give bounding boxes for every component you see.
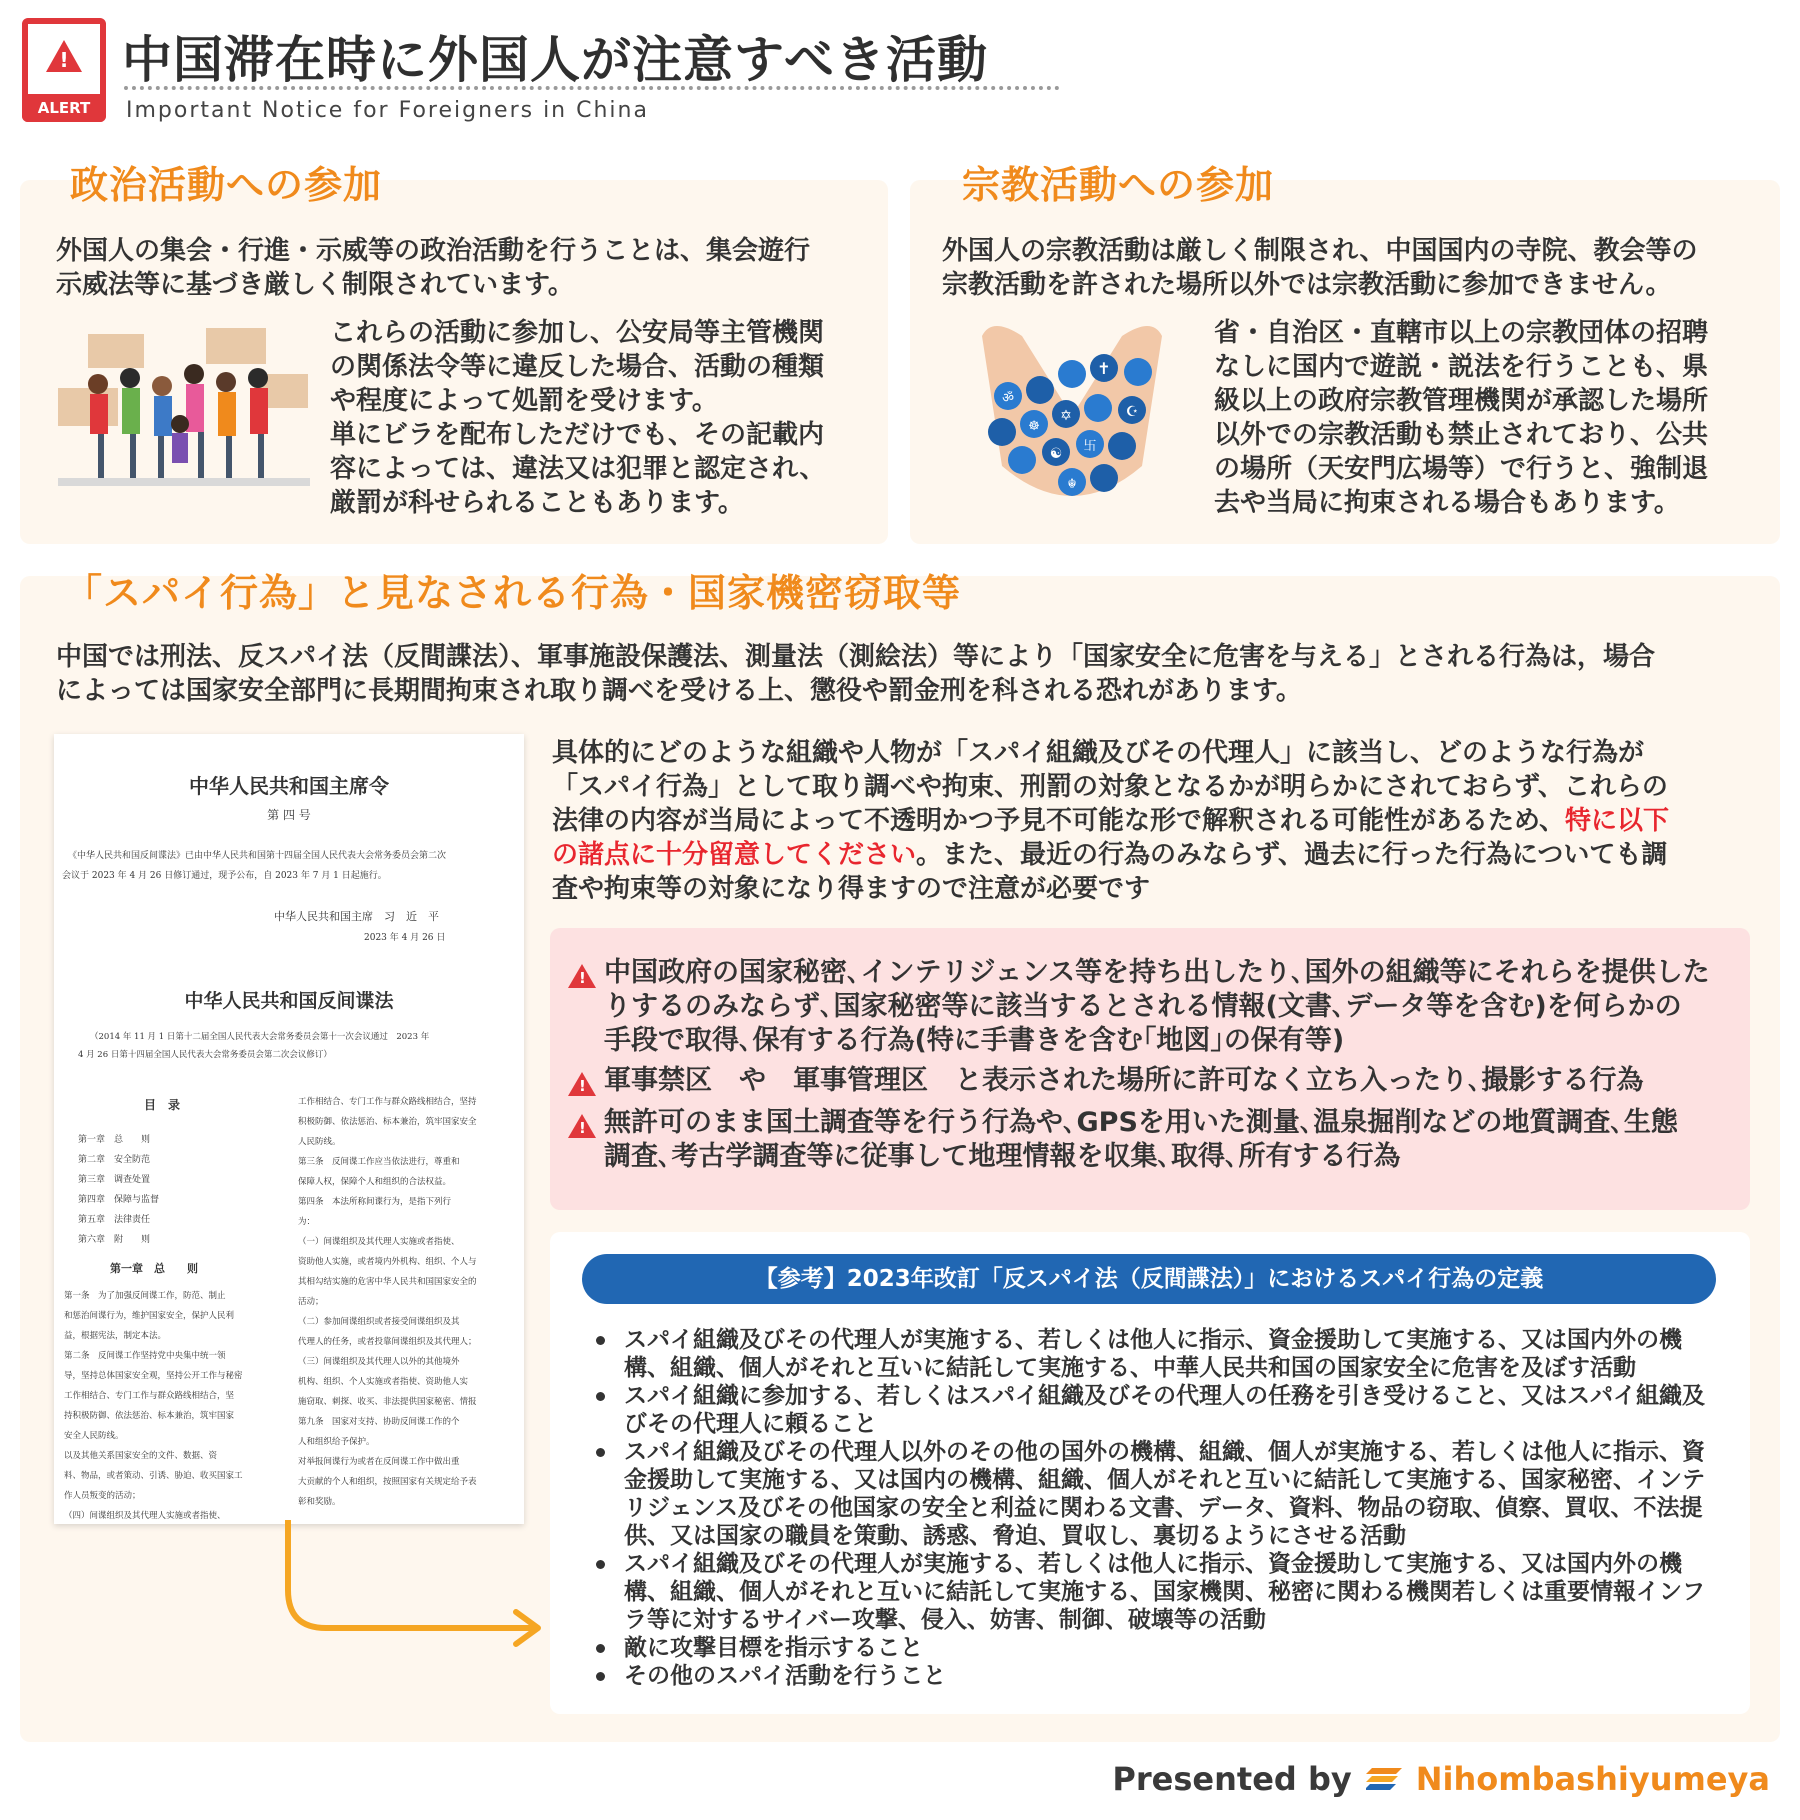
doc-sign-date: 2023 年 4 月 26 日 — [364, 933, 446, 943]
presented-by-label: Presented by — [1112, 1760, 1352, 1798]
svg-text:✝: ✝ — [1097, 359, 1111, 378]
warning-item-3: 無許可のまま国土調査等を行う行為や､GPSを用いた測量､温泉掘削などの地質調査､生態 調査､考古学調査等に従事して地理情報を収集､取得､所有する行為 — [604, 1107, 1678, 1172]
alert-label: ALERT — [22, 94, 106, 122]
warning-icon — [568, 1072, 596, 1096]
alert-icon: ! ALERT — [22, 18, 106, 122]
svg-text:☸: ☸ — [1028, 419, 1040, 434]
doc-notice-line2: 会议于 2023 年 4 月 26 日修订通过，现予公布，自 2023 年 7 月 1 日起施行。 — [62, 871, 387, 881]
doc-right-column: 工作相结合、专门工作与群众路线相结合，坚持 积极防御、依法惩治、标本兼治，筑牢国家安全 人民防线。 第三条 反间谍工作应当依法进行，尊重和 保障人权，保障个人和组织的合法权益。 第四条 本法所称间谍行为，是指下列行 为： （一）间谍组织及其代理人实施或者指使、 资助他人实施，或者境内外机构、组织、个人与 其相勾结实施的危害中华人民共和国国家安全的 活动； （二）参加间谍组织或者接受间谍组织及其 代理人的任务，或者投靠间谍组织及其代理人； （三）间谍组织及其代理人以外的其他境外 机构、组织、个人实施或者指使、资助他人实 施窃取、刺探、收买、非法提供国家秘密、情报 第九条 国家对支持、协助反间谍工作的个 人和组织给予保护。 对举报间谍行为或者在反间谍工作中做出重 大贡献的个人和组织，按照国家有关规定给予表 彰和奖励。 — [298, 1097, 477, 1507]
doc-toc-title: 目 录 — [144, 1098, 181, 1112]
list-item: スパイ組織及びその代理人以外のその他の国外の機構、組織、個人が実施する、若しくは他人に指示、資金援助して実施する、又は国内の機構、組織、個人がそれと互いに結託して実施する、国家秘密、インテリジェンス及びその他国家の安全と利益に関わる文書、データ、資料、物品の窃取、偵察、買収、不法提供、又は国家の職員を策動、誘惑、脅迫、買収し、裏切るようにさせる活動 — [590, 1438, 1720, 1550]
caution-highlight-1: 特に以下 — [1564, 806, 1669, 836]
political-para1: 外国人の集会・行進・示威等の政治活動を行うことは、集会遊行 示威法等に基づき厳しく制限されています。 — [56, 236, 811, 300]
list-item: 敵に攻撃目標を指示すること — [590, 1634, 1720, 1662]
page-title: 中国滞在時に外国人が注意すべき活動 — [122, 31, 988, 89]
religion-symbols-hands-illustration — [972, 316, 1172, 516]
svg-text:ॐ: ॐ — [1002, 391, 1014, 406]
doc-history-line2: 4 月 26 日第十四届全国人民代表大会常务委员会第二次会议修订） — [78, 1050, 332, 1060]
doc-signer: 中华人民共和国主席 习 近 平 — [274, 910, 439, 923]
religion-para2: 省・自治区・直轄市以上の宗教団体の招聘 なしに国内で遊説・説法を行うことも、県 級以上の政府宗教管理機関が承認した場所 以外での宗教活動も禁止されており、公共 の場所（天安門広場等）で行うと、強制退 去や当局に拘束される場合もあります。 — [1214, 318, 1709, 518]
religion-para1: 外国人の宗教活動は厳しく制限され、中国国内の寺院、教会等の 宗教活動を許された場所以外では宗教活動に参加できません。 — [942, 236, 1698, 300]
reference-list — [590, 1326, 1720, 1690]
political-title: 政治活動への参加 — [70, 163, 383, 207]
spy-title: 「スパイ行為」と見なされる行為・国家機密窃取等 — [64, 571, 962, 615]
doc-notice-line1: 《中华人民共和国反间谍法》已由中华人民共和国第十四届全国人民代表大会常务委员会第二次 — [68, 851, 447, 861]
warning-icon — [568, 1114, 596, 1138]
svg-text:☪: ☪ — [1125, 404, 1139, 420]
list-item: スパイ組織及びその代理人が実施する、若しくは他人に指示、資金援助して実施する、又は国内外の機構、組織、個人がそれと互いに結託して実施する、国家機関、秘密に関わる機関若しくは重要情報インフラ等に対するサイバー攻撃、侵入、妨害、制御、破壊等の活動 — [590, 1550, 1720, 1634]
warning-item-1: 中国政府の国家秘密､インテリジェンス等を持ち出したり､国外の組織等にそれらを提供した りするのみならず､国家秘密等に該当するとされる情報(文書､データ等を含む)を何らかの 手段で取得､保有する行為(特に手書きを含む｢地図｣の保有等) — [604, 957, 1710, 1056]
list-item: スパイ組織及びその代理人が実施する、若しくは他人に指示、資金援助して実施する、又は国内外の機構、組織、個人がそれと互いに結託して実施する、中華人民共和国の国家安全に危害を及ぼす活動 — [590, 1326, 1720, 1382]
doc-law-title: 中华人民共和国反间谍法 — [184, 990, 394, 1012]
list-item: その他のスパイ活動を行うこと — [590, 1662, 1720, 1690]
svg-text:✡: ✡ — [1060, 408, 1072, 424]
doc-history-line1: （2014 年 11 月 1 日第十二届全国人民代表大会常务委员会第十一次会议通过 2023 年 — [90, 1032, 430, 1042]
brand-name: Nihombashiyumeya — [1415, 1760, 1770, 1798]
religion-title: 宗教活動への参加 — [962, 163, 1275, 207]
warning-box — [550, 928, 1750, 1210]
spy-detail: 具体的にどのような組織や人物が「スパイ組織及びその代理人」に該当し、どのような行為が 「スパイ行為」として取り調べや拘束、刑罰の対象となるかが明らかにされておらず、これらの 法律の内容が当局によって不透明かつ予見不可能な形で解釈される可能性があるため、特に以下 の諸点に十分留意してください。また、最近の行為のみならず、過去に行った行為についても調 査や拘束等の対象になり得ますので注意が必要です — [552, 738, 1669, 904]
reference-title: 【参考】2023年改訂「反スパイ法（反間諜法）」におけるスパイ行為の定義 — [582, 1254, 1716, 1304]
warning-icon — [568, 964, 596, 988]
reference-box — [550, 1232, 1750, 1714]
list-item: スパイ組織に参加する、若しくはスパイ組織及びその代理人の任務を引き受けること、又はスパイ組織及びその代理人に頼ること — [590, 1382, 1720, 1438]
doc-chapter1: 第一章 总 则 — [110, 1262, 198, 1275]
protest-crowd-illustration — [58, 328, 310, 488]
doc-toc: 第一章 总 则 第二章 安全防范 第三章 调查处置 第四章 保障与监督 第五章 法律责任 第六章 附 则 — [78, 1135, 160, 1245]
political-para2: これらの活動に参加し、公安局等主管機関 の関係法令等に違反した場合、活動の種類 や程度によって処罰を受けます。 単にビラを配布しただけでも、その記載内 容によっては、違法又は犯罪と認定され、 厳罰が科せられることもあります。 — [330, 318, 826, 518]
svg-text:卐: 卐 — [1083, 439, 1097, 454]
svg-text:☬: ☬ — [1067, 477, 1077, 492]
doc-order-no: 第 四 号 — [267, 808, 311, 822]
doc-order-title: 中华人民共和国主席令 — [189, 774, 389, 798]
footer-credit — [1112, 1760, 1770, 1798]
caution-highlight-2: の諸点に十分留意してください — [552, 840, 917, 870]
spy-intro: 中国では刑法、反スパイ法（反間諜法）、軍事施設保護法、測量法（測絵法）等により「国家安全に危害を与える」とされる行為は，場合 によっては国家安全部門に長期間拘束され取り調べを受ける上、懲役や罰金刑を科される恐れがあります。 — [56, 642, 1656, 706]
anti-espionage-law-document — [54, 734, 524, 1524]
warning-item-2: 軍事禁区 や 軍事管理区 と表示された場所に許可なく立ち入ったり､撮影する行為 — [604, 1065, 1644, 1096]
doc-left-column: 第一条 为了加强反间谍工作，防范、制止 和惩治间谍行为，维护国家安全，保护人民利 益，根据宪法，制定本法。 第二条 反间谍工作坚持党中央集中统一领 导，坚持总体国家安全观，坚持公开工作与秘密 工作相结合、专门工作与群众路线相结合，坚 持积极防御、依法惩治、标本兼治，筑牢国家 安全人民防线。 以及其他关系国家安全的文件、数据、资 料、物品，或者策动、引诱、胁迫、收买国家工 作人员叛变的活动； （四）间谍组织及其代理人实施或者指使、 — [64, 1291, 243, 1521]
title-divider — [124, 86, 1060, 90]
page-subtitle: Important Notice for Foreigners in China — [126, 98, 649, 123]
svg-text:☯: ☯ — [1049, 446, 1063, 462]
arrow-icon — [280, 1520, 560, 1650]
brand-logo-icon — [1366, 1764, 1404, 1794]
